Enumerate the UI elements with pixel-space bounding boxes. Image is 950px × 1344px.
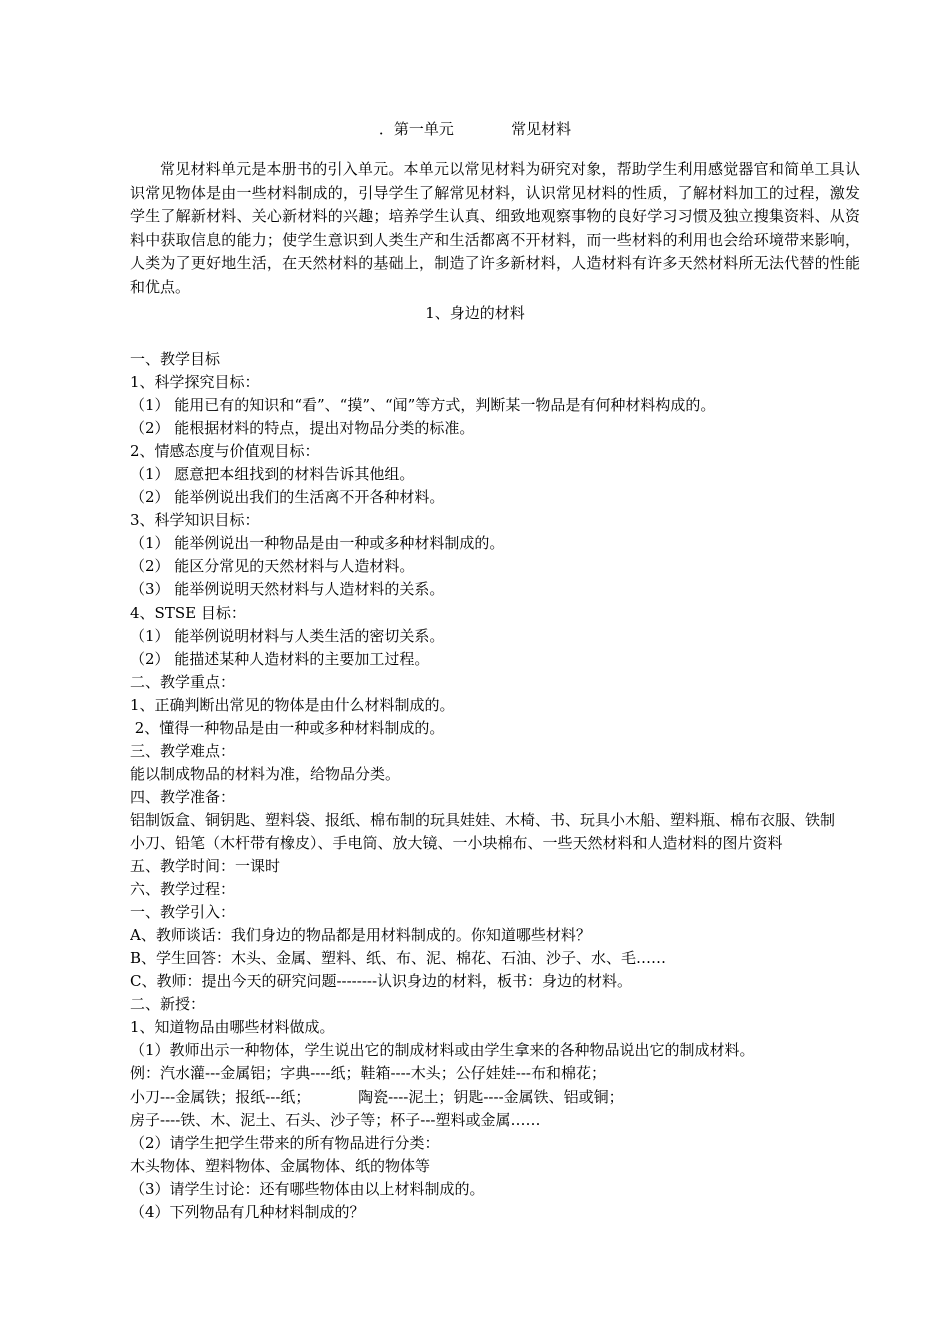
text-line: 二、教学重点： (130, 672, 236, 691)
text-line: 例：汽水灌---金属铝；字典----纸；鞋箱----木头；公仔娃娃---布和棉花； (130, 1064, 606, 1083)
text-line: B、学生回答：木头、金属、塑料、纸、布、泥、棉花、石油、沙子、水、毛…… (130, 949, 667, 968)
text-line: （2） 能描述某种人造材料的主要加工过程。 (130, 649, 430, 668)
text-line: （4）下列物品有几种材料制成的？ (130, 1202, 365, 1221)
text-line: 铝制饭盒、铜钥匙、塑料袋、报纸、棉布制的玩具娃娃、木椅、书、玩具小木船、塑料瓶、棉布衣服、铁制 (130, 810, 836, 829)
unit-title: ．第一单元 常见材料 (378, 120, 572, 138)
text-line: 2、情感态度与价值观目标： (130, 442, 320, 461)
text-line: （1） 能举例说明材料与人类生活的密切关系。 (130, 626, 445, 645)
text-line: 三、教学难点： (130, 741, 236, 760)
text-line: C、教师：提出今天的研究问题--------认识身边的材料，板书：身边的材料。 (130, 972, 633, 991)
text-line: 二、新授： (130, 995, 206, 1014)
text-line: 1、知道物品由哪些材料做成。 (130, 1018, 335, 1037)
text-line: 3、科学知识目标： (130, 511, 260, 530)
text-line: 4、STSE 目标： (130, 603, 246, 622)
text-line: 能以制成物品的材料为准，给物品分类。 (130, 764, 401, 783)
text-line: （2） 能根据材料的特点，提出对物品分类的标准。 (130, 419, 475, 438)
text-line: 房子----铁、木、泥土、石头、沙子等；杯子---塑料或金属…… (130, 1110, 541, 1129)
text-line: 2、懂得一种物品是由一种或多种材料制成的。 (130, 718, 445, 737)
text-line: 1、正确判断出常见的物体是由什么材料制成的。 (130, 695, 455, 714)
text-line: （2） 能区分常见的天然材料与人造材料。 (130, 557, 415, 576)
text-line: 六、教学过程： (130, 880, 236, 899)
text-line: （2） 能举例说出我们的生活离不开各种材料。 (130, 488, 445, 507)
text-line: 小刀---金属铁；报纸---纸； 陶瓷----泥土；钥匙----金属铁、铝或铜； (130, 1087, 624, 1106)
text-line: （1） 能用已有的知识和“看”、“摸”、“闻”等方式，判断某一物品是有何种材料构成的。 (130, 396, 716, 415)
text-line: （1） 能举例说出一种物品是由一种或多种材料制成的。 (130, 534, 505, 553)
text-line: 小刀、铅笔（木杆带有橡皮）、手电筒、放大镜、一小块棉布、一些天然材料和人造材料的图片资料 (130, 833, 783, 852)
unit-intro-paragraph: 常见材料单元是本册书的引入单元。本单元以常见材料为研究对象，帮助学生利用感觉器官和简单工具认识常见物体是由一些材料制成的，引导学生了解常见材料，认识常见材料的性质，了解材料加工的过程，激发学生了解新材料、关心新材料的兴趣；培养学生认真、细致地观察事物的良好学习习惯及独立搜集资料、从资料中获取信息的能力；使学生意识到人类生产和生活都离不开材料，而一些材料的利用也会给环境带来影响，人类为了更好地生活，在天然材料的基础上，制造了许多新材料，人造材料有许多天然材料所无法代替的性能和优点。 (130, 160, 860, 296)
text-line: （2）请学生把学生带来的所有物品进行分类： (130, 1133, 440, 1152)
text-line: 四、教学准备： (130, 787, 236, 806)
text-line: 五、教学时间：一课时 (130, 857, 281, 876)
lesson-title: 1、身边的材料 (425, 304, 525, 322)
text-line: （1） 愿意把本组找到的材料告诉其他组。 (130, 465, 415, 484)
text-line: 一、教学目标 (130, 350, 221, 368)
lesson-body (130, 348, 860, 1224)
text-line: 木头物体、塑料物体、金属物体、纸的物体等 (130, 1156, 431, 1175)
text-line: （3）请学生讨论：还有哪些物体由以上材料制成的。 (130, 1179, 485, 1198)
text-line: （3） 能举例说明天然材料与人造材料的关系。 (130, 580, 445, 599)
text-line: 1、科学探究目标： (130, 373, 260, 392)
text-line: 一、教学引入： (130, 903, 236, 922)
text-line: A、教师谈话：我们身边的物品都是用材料制成的。你知道哪些材料？ (130, 926, 591, 945)
text-line: （1）教师出示一种物体，学生说出它的制成材料或由学生拿来的各种物品说出它的制成材料。 (130, 1041, 755, 1060)
